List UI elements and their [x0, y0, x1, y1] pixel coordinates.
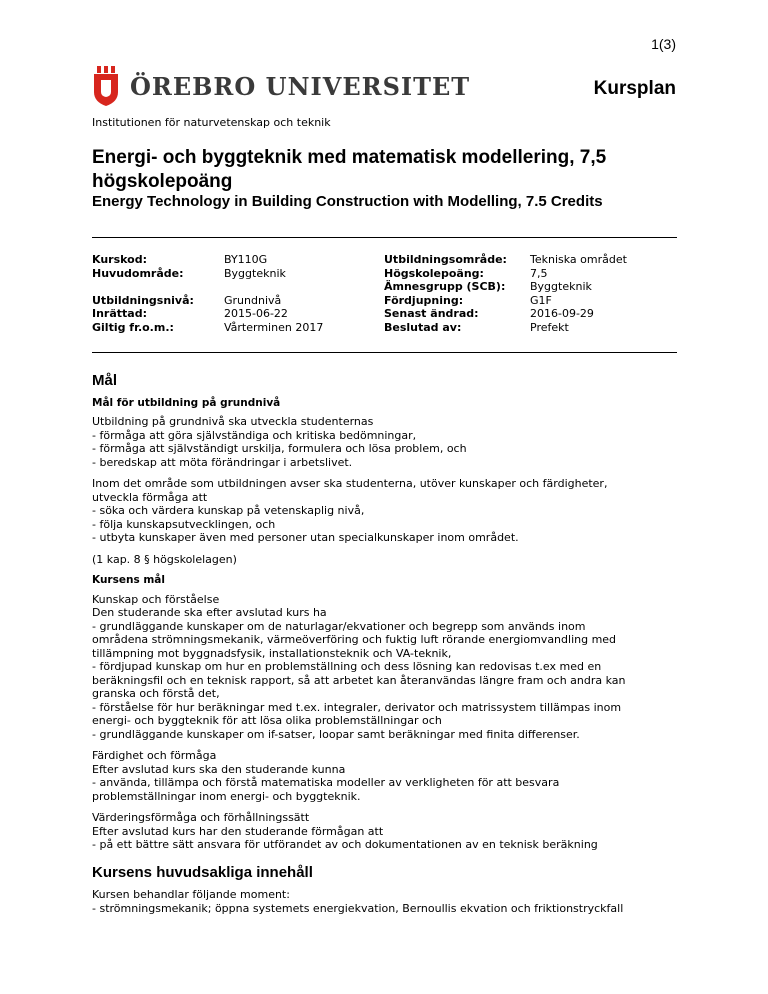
meta-value: Grundnivå — [224, 293, 282, 307]
text-line: tillämpning mot byggnadsfysik, installationsteknik och VA-teknik, — [92, 646, 452, 660]
paragraph — [92, 811, 682, 852]
meta-value: Byggteknik — [224, 266, 286, 280]
text-line: Färdighet och förmåga — [92, 749, 217, 762]
meta-value: 2016-09-29 — [530, 307, 594, 320]
text-line: - förmåga att göra självständiga och kritiska bedömningar, — [92, 428, 417, 442]
meta-value: 2015-06-22 — [224, 307, 288, 320]
meta-value: Tekniska området — [530, 253, 627, 266]
paragraph — [92, 415, 682, 469]
course-content — [92, 374, 682, 923]
paragraph — [92, 477, 682, 545]
text-line: Inom det område som utbildningen avser ska studenterna, utöver kunskaper och färdigheter, — [92, 477, 608, 490]
text-line: - fördjupad kunskap om hur en problemställning och dess lösning kan redovisas t.ex med en — [92, 660, 602, 673]
text-line: - använda, tillämpa och förstå matematiska modeller av verkligheten för att besvara — [92, 776, 560, 789]
text-line: Den studerande ska efter avslutad kurs ha — [92, 606, 327, 619]
meta-key: Senast ändrad: — [384, 307, 479, 320]
meta-key: Utbildningsområde: — [384, 253, 507, 266]
text-line: - söka och värdera kunskap på vetenskaplig nivå, — [92, 504, 365, 517]
paragraph — [92, 888, 682, 915]
meta-value: Prefekt — [530, 320, 569, 334]
meta-key: Beslutad av: — [384, 320, 462, 334]
text-line: Kunskap och förståelse — [92, 592, 220, 606]
institution: Institutionen för naturvetenskap och teknik — [92, 116, 331, 129]
course-title-swedish: Energi- och byggteknik med matematisk modellering, 7,5 högskolepoäng — [92, 147, 607, 192]
text-line: - strömningsmekanik; öppna systemets energiekvation, Bernoullis ekvation och friktionstryckfall — [92, 901, 624, 915]
text-line: (1 kap. 8 § högskolelagen) — [92, 552, 237, 566]
text-line: områdena strömningsmekanik, värmeöverföring och fuktig luft rörande energiomvandling med — [92, 633, 617, 646]
paragraph — [92, 553, 682, 567]
text-line: utveckla förmåga att — [92, 490, 208, 504]
text-line: - grundläggande kunskaper om if-satser, loopar samt beräkningar med finita differenser. — [92, 727, 580, 741]
university-name: ÖREBRO UNIVERSITET — [130, 71, 471, 101]
paragraph — [92, 749, 682, 803]
meta-value: Vårterminen 2017 — [224, 320, 324, 334]
text-line: granska och förstå det, — [92, 687, 220, 700]
subheading-kursens-mal: Kursens mål — [92, 574, 165, 586]
subheading-grundniva: Mål för utbildning på grundnivå — [92, 396, 281, 409]
meta-key: Fördjupning: — [384, 293, 464, 307]
meta-key: Inrättad: — [92, 307, 147, 320]
section-heading-mal: Mål — [92, 372, 118, 389]
text-line: - följa kunskapsutvecklingen, och — [92, 517, 276, 531]
text-line: - på ett bättre sätt ansvara för utförandet av och dokumentationen av en teknisk beräkning — [92, 838, 598, 851]
meta-key: Högskolepoäng: — [384, 266, 484, 280]
meta-key: Giltig fr.o.m.: — [92, 320, 174, 334]
meta-value: Byggteknik — [530, 280, 592, 293]
divider-top — [92, 237, 677, 238]
text-line: - grundläggande kunskaper om de naturlagar/ekvationer och begrepp som används inom — [92, 619, 586, 633]
text-line: - beredskap att möta förändringar i arbetslivet. — [92, 455, 353, 469]
meta-value: BY110G — [224, 253, 268, 266]
text-line: beräkningsfil och en teknisk rapport, så att arbetet kan återanvändas längre fram och andra kan — [92, 673, 626, 687]
text-line: Värderingsförmåga och förhållningssätt — [92, 811, 310, 824]
meta-key: Huvudområde: — [92, 266, 184, 280]
doc-type-title: Kursplan — [593, 78, 676, 99]
text-line: Efter avslutad kurs har den studerande förmågan att — [92, 824, 384, 838]
section-heading-innehall: Kursens huvudsakliga innehåll — [92, 863, 313, 881]
text-line: - utbyta kunskaper även med personer utan specialkunskaper inom området. — [92, 531, 519, 544]
text-line: Utbildning på grundnivå ska utveckla studenternas — [92, 415, 374, 428]
meta-value: 7,5 — [530, 266, 548, 280]
meta-key — [92, 280, 224, 294]
meta-key: Kurskod: — [92, 253, 147, 266]
university-logo — [92, 66, 470, 106]
university-crest-icon — [92, 66, 120, 106]
course-title-english: Energy Technology in Building Construction with Modelling, 7.5 Credits — [92, 193, 603, 210]
text-line: - förmåga att självständigt urskilja, formulera och lösa problem, och — [92, 442, 467, 455]
meta-key: Ämnesgrupp (SCB): — [384, 280, 506, 293]
page-number: 1(3) — [651, 36, 676, 52]
text-line: Efter avslutad kurs ska den studerande kunna — [92, 762, 346, 776]
meta-value — [224, 280, 384, 294]
text-line: energi- och byggteknik för att lösa olika problemställningar och — [92, 714, 442, 727]
meta-value: G1F — [530, 293, 552, 307]
course-metadata — [92, 253, 670, 334]
text-line: Kursen behandlar följande moment: — [92, 888, 290, 901]
divider-bottom — [92, 352, 677, 353]
meta-key: Utbildningsnivå: — [92, 293, 194, 307]
text-line: problemställningar inom energi- och byggteknik. — [92, 789, 361, 803]
paragraph — [92, 593, 682, 742]
text-line: - förståelse för hur beräkningar med t.ex. integraler, derivator och matrissystem tillämpas inom — [92, 700, 622, 714]
